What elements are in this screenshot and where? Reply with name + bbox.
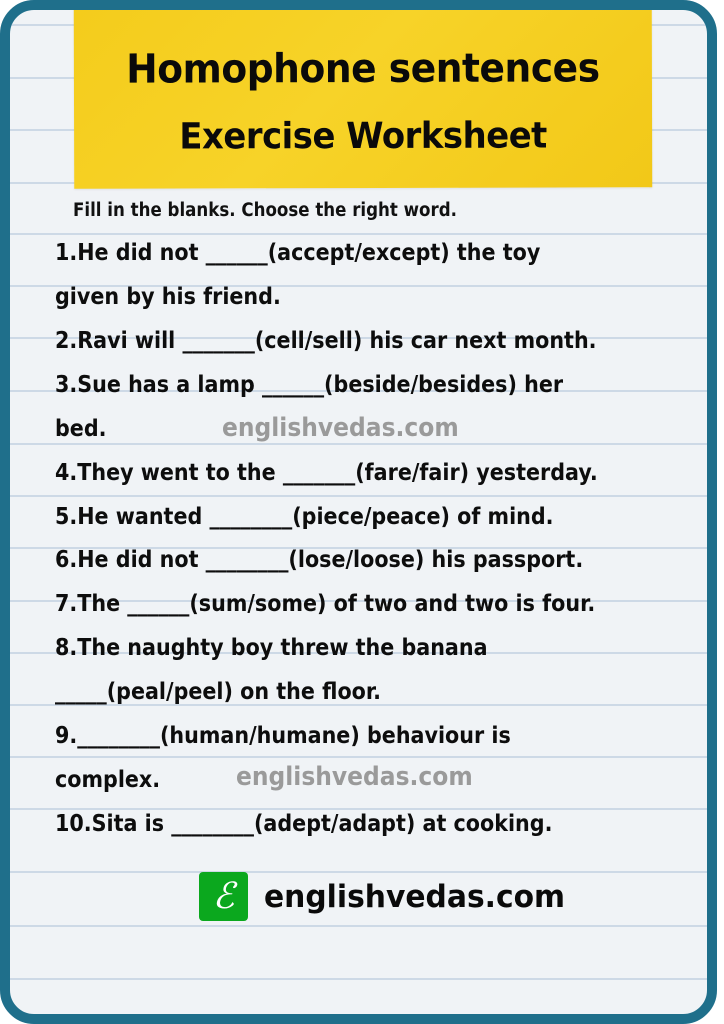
ruled-line — [10, 495, 707, 497]
watermark: englishvedas.com — [236, 762, 473, 792]
instruction-text: Fill in the blanks. Choose the right word. — [73, 200, 457, 221]
ruled-line — [10, 233, 707, 235]
question-6: 6.He did not ________(lose/loose) his passport. — [55, 545, 584, 573]
ruled-line — [10, 756, 707, 758]
question-3-line-1: 3.Sue has a lamp ______(beside/besides) her — [55, 370, 564, 398]
question-7: 7.The ______(sum/some) of two and two is four. — [55, 589, 596, 617]
footer-branding — [199, 872, 578, 921]
ruled-line — [10, 925, 707, 927]
question-1-line-1: 1.He did not ______(accept/except) the toy — [55, 238, 541, 266]
footer-site-name: englishvedas.com — [264, 878, 566, 915]
englishvedas-logo-icon: ℰ — [199, 872, 248, 921]
question-9-line-2: complex. — [55, 765, 161, 793]
ruled-line — [10, 443, 707, 445]
question-1-line-2: given by his friend. — [55, 282, 281, 310]
watermark: englishvedas.com — [222, 413, 459, 443]
question-3-line-2: bed. — [55, 414, 107, 442]
question-2: 2.Ravi will _______(cell/sell) his car next month. — [55, 326, 597, 354]
question-8-line-2: _____(peal/peel) on the floor. — [55, 677, 381, 705]
worksheet-subtitle: Exercise Worksheet — [179, 115, 547, 158]
title-banner — [74, 7, 652, 189]
question-5: 5.He wanted ________(piece/peace) of mind. — [55, 502, 554, 530]
ruled-line — [10, 978, 707, 980]
question-8-line-1: 8.The naughty boy threw the banana — [55, 633, 488, 661]
question-4: 4.They went to the _______(fare/fair) yesterday. — [55, 458, 598, 486]
worksheet-title: Homophone sentences — [126, 45, 600, 93]
question-10: 10.Sita is ________(adept/adapt) at cooking. — [55, 809, 553, 837]
question-9-line-1: 9.________(human/humane) behaviour is — [55, 721, 511, 749]
